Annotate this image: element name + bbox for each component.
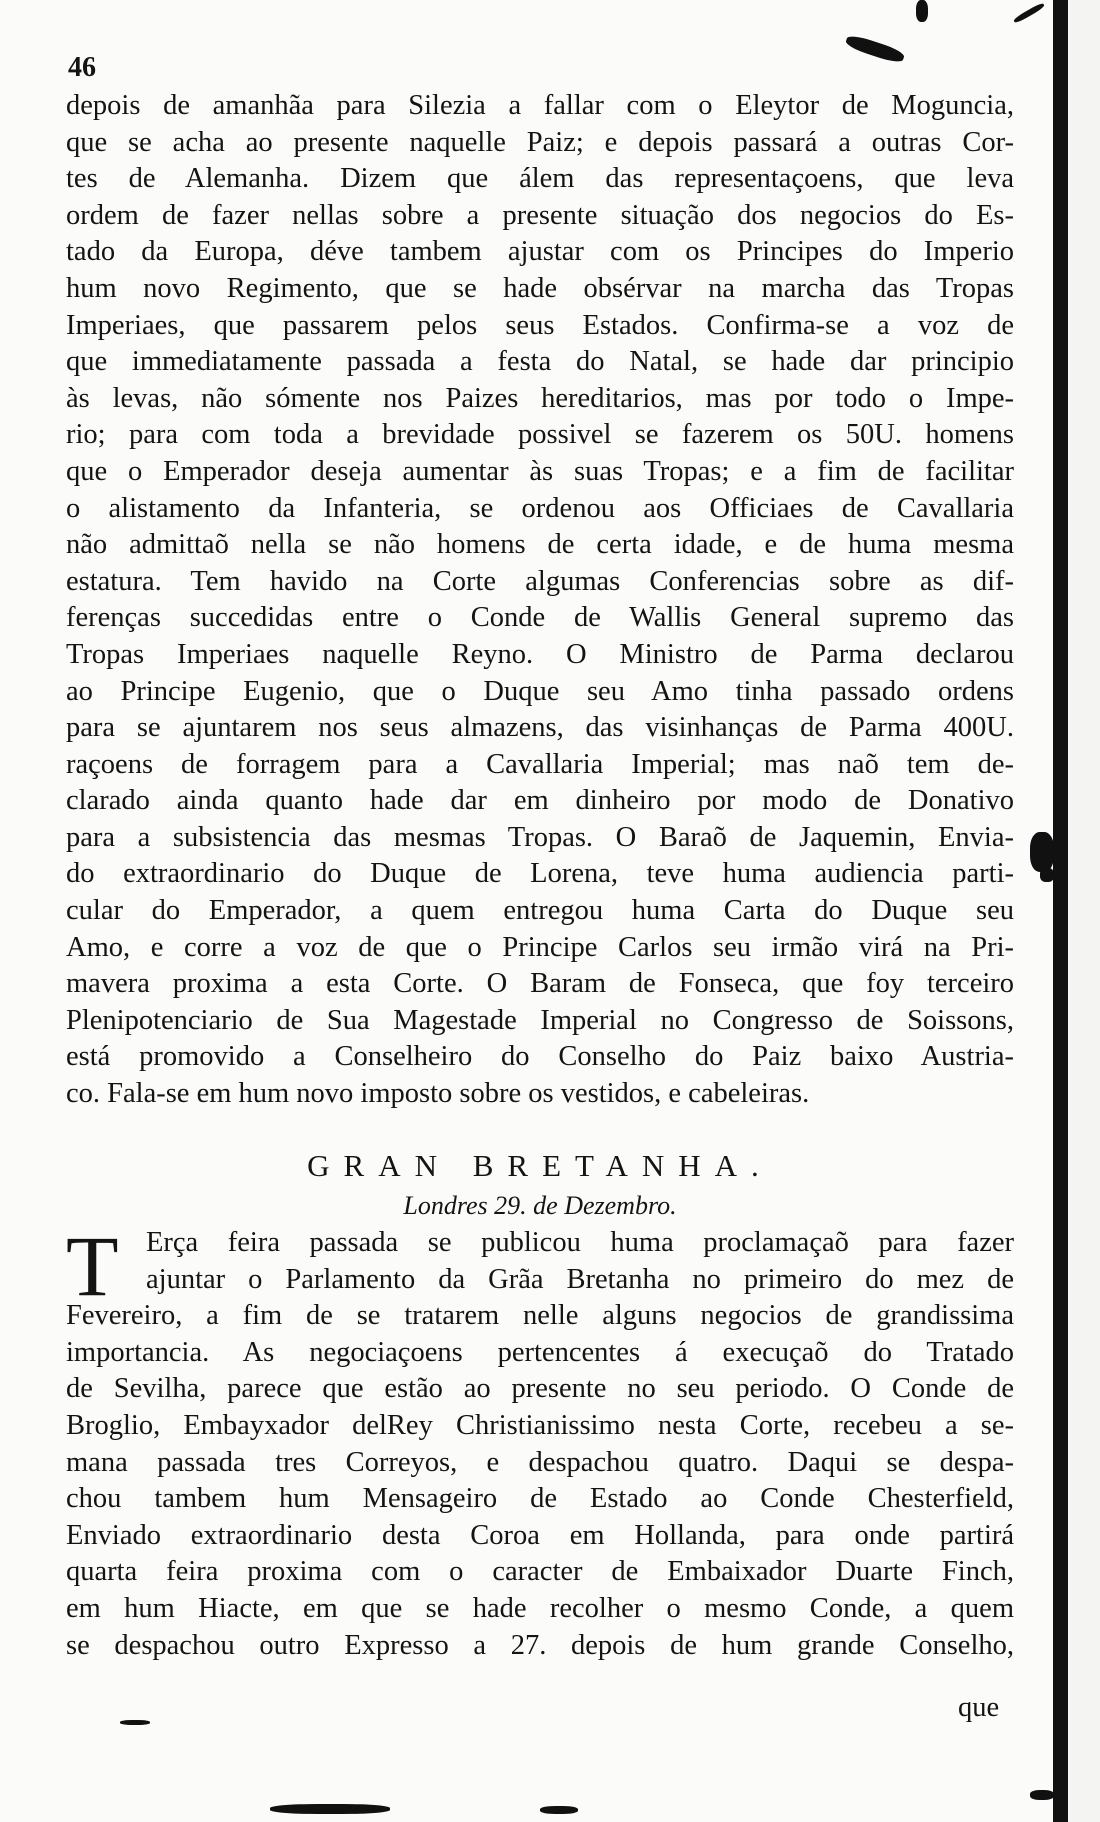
ink-smudge	[1030, 1790, 1054, 1800]
text-line: em hum Hiacte, em que se hade recolher o mesmo Conde, a quem	[66, 1592, 1014, 1624]
text-line: Plenipotenciario de Sua Magestade Imperial no Congresso de Soissons,	[66, 1004, 1014, 1036]
text-line: de Sevilha, parece que estão ao presente no seu periodo. O Conde de	[66, 1373, 1014, 1405]
text-line: rio; para com toda a brevidade possivel se fazerem os 50U. homens	[66, 419, 1014, 451]
text-line: mavera proxima a esta Corte. O Baram de Fonseca, que foy terceiro	[66, 968, 1014, 1000]
ink-smudge	[540, 1806, 578, 1814]
text-line: mana passada tres Correyos, e despachou quatro. Daqui se despa-	[66, 1446, 1014, 1478]
text-line: para a subsistencia das mesmas Tropas. O Baraõ de Jaquemin, Envia-	[66, 821, 1014, 853]
text-line: para se ajuntarem nos seus almazens, das visinhanças de Parma 400U.	[66, 712, 1014, 744]
text-line: às levas, não sómente nos Paizes hereditarios, mas por todo o Impe-	[66, 382, 1014, 414]
paragraph-austria	[66, 88, 1014, 1113]
drop-cap: T	[66, 1218, 119, 1314]
text-line: está promovido a Conselheiro do Conselho do Paiz baixo Austria-	[66, 1041, 1014, 1073]
text-line: chou tambem hum Mensageiro de Estado ao Conde Chesterfield,	[66, 1483, 1014, 1515]
catchword: que	[958, 1692, 1000, 1723]
ink-smudge	[1040, 868, 1054, 882]
text-line: cular do Emperador, a quem entregou huma Carta do Duque seu	[66, 895, 1014, 927]
dateline: Londres 29. de Dezembro.	[403, 1191, 677, 1220]
text-line: tado da Europa, déve tambem ajustar com os Principes do Imperio	[66, 236, 1014, 268]
text-line: Enviado extraordinario desta Coroa em Hollanda, para onde partirá	[66, 1519, 1014, 1551]
ink-smudge	[916, 0, 928, 22]
text-line: não admittaõ nella se não homens de certa idade, e de huma mesma	[66, 529, 1014, 561]
text-line: tes de Alemanha. Dizem que álem das representaçoens, que leva	[66, 163, 1014, 195]
text-line: que immediatamente passada a festa do Natal, se hade dar principio	[66, 346, 1014, 378]
ink-smudge	[1013, 2, 1045, 24]
text-line: Tropas Imperiaes naquelle Reyno. O Ministro de Parma declarou	[66, 638, 1014, 670]
paragraph-great-britain	[66, 1218, 1014, 1664]
text-line: importancia. As negociaçoens pertencentes á execuçaõ do Tratado	[66, 1336, 1014, 1368]
section-heading: GRAN BRETANHA.	[307, 1148, 773, 1183]
text-line: se despachou outro Expresso a 27. depois de hum grande Conselho,	[66, 1629, 1014, 1661]
text-line: o alistamento da Infanteria, se ordenou aos Officiaes de Cavallaria	[66, 492, 1014, 524]
text-line: quarta feira proxima com o caracter de Embaixador Duarte Finch,	[66, 1556, 1014, 1588]
text-line: raçoens de forragem para a Cavallaria Imperial; mas naõ tem de-	[66, 748, 1014, 780]
text-line: ferenças succedidas entre o Conde de Wallis General supremo das	[66, 602, 1014, 634]
text-line: clarado ainda quanto hade dar em dinheiro por modo de Donativo	[66, 785, 1014, 817]
text-line: Broglio, Embayxador delRey Christianissimo nesta Corte, recebeu a se-	[66, 1409, 1014, 1441]
text-line: ordem de fazer nellas sobre a presente situação dos negocios do Es-	[66, 199, 1014, 231]
text-line: que se acha ao presente naquelle Paiz; e depois passará a outras Cor-	[66, 126, 1014, 158]
text-line: Fevereiro, a fim de se tratarem nelle alguns negocios de grandissima	[66, 1300, 1014, 1332]
text-line: que o Emperador deseja aumentar às suas Tropas; e a fim de facilitar	[66, 455, 1014, 487]
text-line: Amo, e corre a voz de que o Principe Carlos seu irmão virá na Pri-	[66, 931, 1014, 963]
ink-smudge	[270, 1804, 390, 1814]
text-line: co. Fala-se em hum novo imposto sobre os vestidos, e cabeleiras.	[66, 1078, 810, 1110]
text-line: Imperiaes, que passarem pelos seus Estados. Confirma-se a voz de	[66, 309, 1014, 341]
text-line: depois de amanhãa para Silezia a fallar com o Eleytor de Moguncia,	[66, 90, 1014, 121]
text-line: ajuntar o Parlamento da Grãa Bretanha no primeiro do mez de	[146, 1263, 1014, 1295]
ink-smudge	[120, 1720, 150, 1725]
scan-margin	[1068, 0, 1100, 1822]
text-line: estatura. Tem havido na Corte algumas Conferencias sobre as dif-	[66, 565, 1014, 597]
text-line: hum novo Regimento, que se hade obsérvar na marcha das Tropas	[66, 272, 1014, 304]
text-line: ao Principe Eugenio, que o Duque seu Amo tinha passado ordens	[66, 675, 1014, 707]
ink-smudge	[844, 33, 905, 65]
scan-edge-shadow	[1053, 0, 1068, 1822]
page-number: 46	[68, 52, 96, 83]
text-line: do extraordinario do Duque de Lorena, teve huma audiencia parti-	[66, 858, 1014, 890]
ink-smudge	[1030, 832, 1054, 872]
text-line: Erça feira passada se publicou huma proclamaçaõ para fazer	[146, 1227, 1014, 1258]
